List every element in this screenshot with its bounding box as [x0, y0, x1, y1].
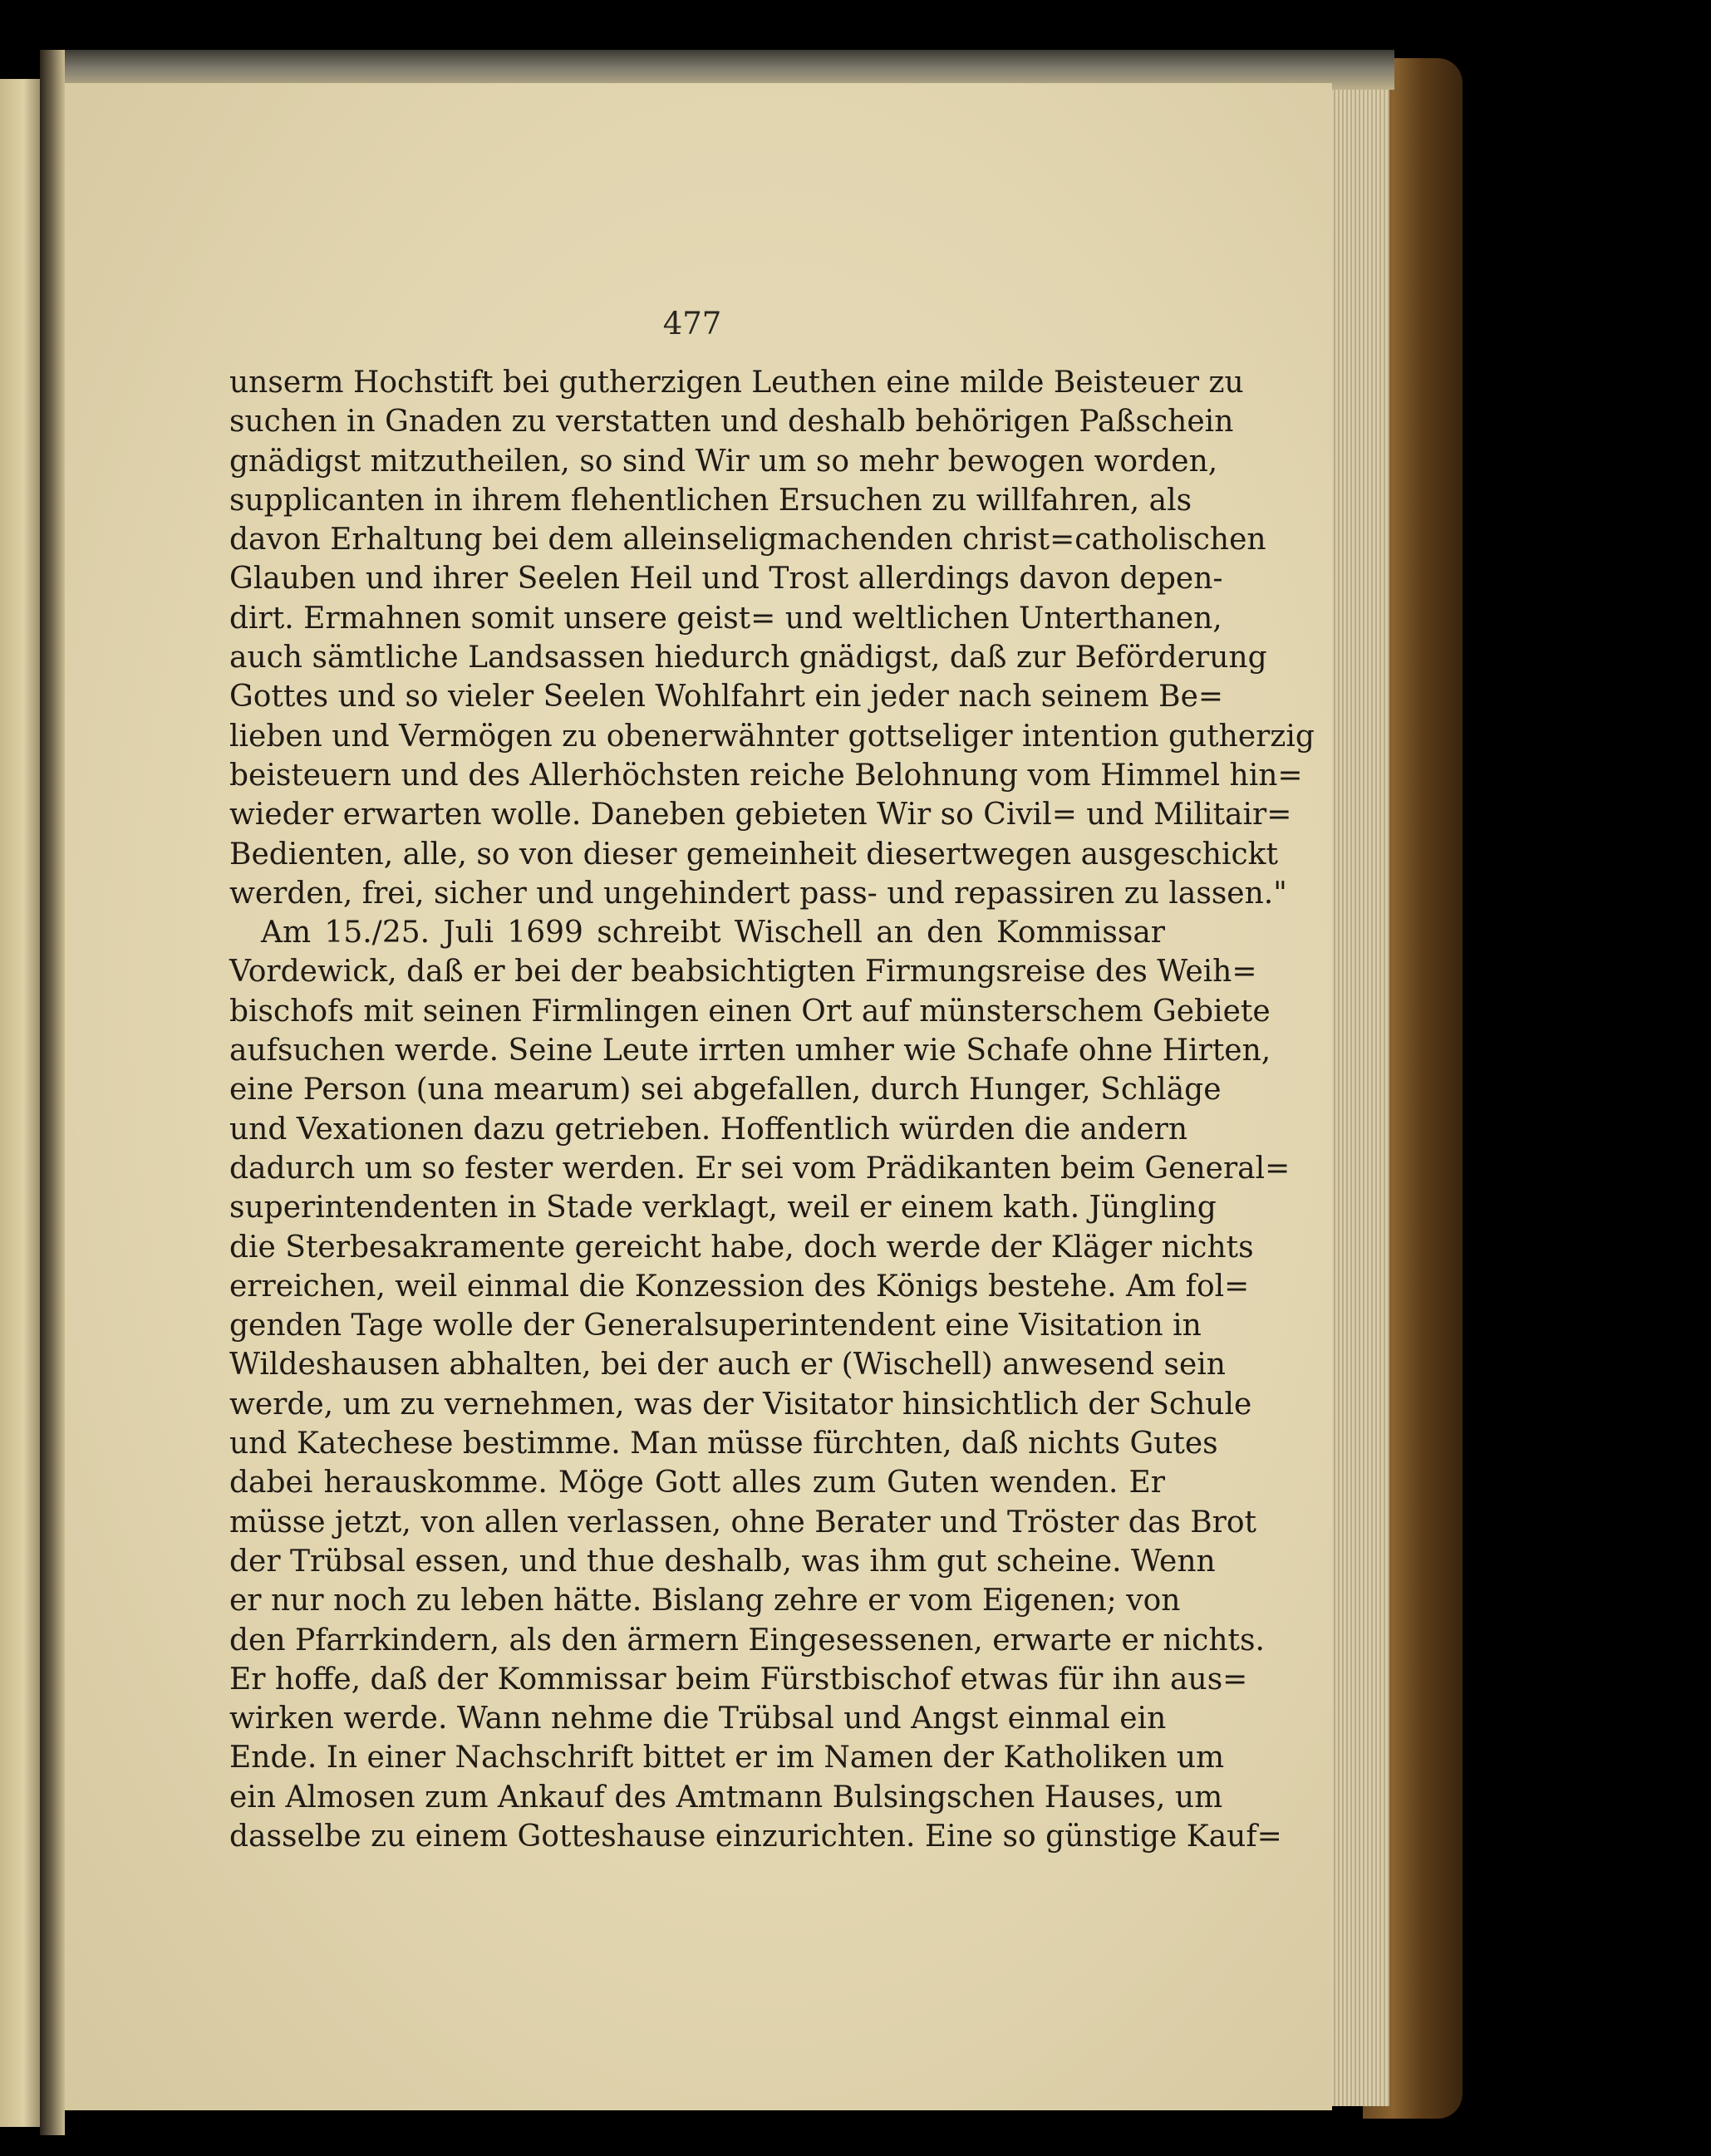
text-line: bischofs mit seinen Firmlingen einen Ort auf münsterschem Gebiete: [229, 994, 1271, 1029]
text-line: Er hoffe, daß der Kommissar beim Fürstbischof etwas für ihn aus=: [229, 1662, 1248, 1697]
text-line: genden Tage wolle der Generalsuperintendent eine Visitation in: [229, 1309, 1202, 1343]
page-fore-edge: [1331, 79, 1389, 2106]
paragraph-first-line: Am 15./25. Juli 1699 schreibt Wischell an den Kommissar: [261, 916, 1165, 950]
text-line: superintendenten in Stade verklagt, weil er einem kath. Jüngling: [229, 1191, 1217, 1225]
text-line: dabei herauskomme. Möge Gott alles zum Guten wenden. Er: [229, 1466, 1165, 1500]
binding-gutter: [40, 50, 65, 2135]
text-line: eine Person (una mearum) sei abgefallen, durch Hunger, Schläge: [229, 1073, 1222, 1107]
body-text: [229, 363, 1315, 1856]
text-line: Ende. In einer Nachschrift bittet er im Namen der Katholiken um: [229, 1741, 1225, 1775]
text-line: supplicanten in ihrem flehentlichen Ersuchen zu willfahren, als: [229, 483, 1192, 518]
text-line: und Vexationen dazu getrieben. Hoffentlich würden die andern: [229, 1112, 1188, 1147]
text-line: werden, frei, sicher und ungehindert pass- und repassiren zu lassen.": [229, 876, 1287, 911]
text-line: gnädigst mitzutheilen, so sind Wir um so mehr bewogen worden,: [229, 444, 1218, 479]
text-line: und Katechese bestimme. Man müsse fürchten, daß nichts Gutes: [229, 1427, 1218, 1461]
text-line: auch sämtliche Landsassen hiedurch gnädigst, daß zur Beförderung: [229, 641, 1267, 675]
text-line: der Trübsal essen, und thue deshalb, was ihm gut scheine. Wenn: [229, 1544, 1216, 1579]
text-line: wirken werde. Wann nehme die Trübsal und Angst einmal ein: [229, 1702, 1167, 1736]
page-number: 477: [662, 306, 722, 341]
text-line: beisteuern und des Allerhöchsten reiche Belohnung vom Himmel hin=: [229, 758, 1303, 793]
text-line: dasselbe zu einem Gotteshause einzurichten. Eine so günstige Kauf=: [229, 1819, 1282, 1854]
text-line: Bedienten, alle, so von dieser gemeinheit diesertwegen ausgeschickt: [229, 837, 1278, 872]
text-line: dirt. Ermahnen somit unsere geist= und weltlichen Unterthanen,: [229, 601, 1222, 636]
text-line: Gottes und so vieler Seelen Wohlfahrt ein jeder nach seinem Be=: [229, 680, 1224, 715]
text-line: erreichen, weil einmal die Konzession des Königs bestehe. Am fol=: [229, 1269, 1250, 1304]
book-page: [65, 83, 1332, 2110]
text-line: den Pfarrkindern, als den ärmern Eingesessenen, erwarte er nichts.: [229, 1623, 1265, 1658]
facing-page-edge: [0, 79, 43, 2127]
text-line: werde, um zu vernehmen, was der Visitator hinsichtlich der Schule: [229, 1387, 1252, 1422]
text-line: aufsuchen werde. Seine Leute irrten umher wie Schafe ohne Hirten,: [229, 1034, 1271, 1068]
text-line: er nur noch zu leben hätte. Bislang zehre er vom Eigenen; von: [229, 1584, 1181, 1618]
text-line: Wildeshausen abhalten, bei der auch er (Wischell) anwesend sein: [229, 1348, 1226, 1382]
text-line: suchen in Gnaden zu verstatten und deshalb behörigen Paßschein: [229, 405, 1234, 440]
text-line: müsse jetzt, von allen verlassen, ohne Berater und Tröster das Brot: [229, 1505, 1257, 1540]
text-line: dadurch um so fester werden. Er sei vom Prädikanten beim General=: [229, 1151, 1291, 1186]
text-line: ein Almosen zum Ankauf des Amtmann Bulsingschen Hauses, um: [229, 1780, 1223, 1815]
text-line: unserm Hochstift bei gutherzigen Leuthen eine milde Beisteuer zu: [229, 366, 1244, 400]
text-line: Vordewick, daß er bei der beabsichtigten Firmungsreise des Weih=: [229, 955, 1257, 990]
text-line: Glauben und ihrer Seelen Heil und Trost allerdings davon depen-: [229, 562, 1223, 597]
text-line: wieder erwarten wolle. Daneben gebieten Wir so Civil= und Militair=: [229, 798, 1292, 832]
text-line: lieben und Vermögen zu obenerwähnter gottseliger intention gutherzig: [229, 719, 1315, 754]
text-line: die Sterbesakramente gereicht habe, doch werde der Kläger nichts: [229, 1230, 1254, 1265]
text-line: davon Erhaltung bei dem alleinseligmachenden christ=catholischen: [229, 523, 1266, 557]
